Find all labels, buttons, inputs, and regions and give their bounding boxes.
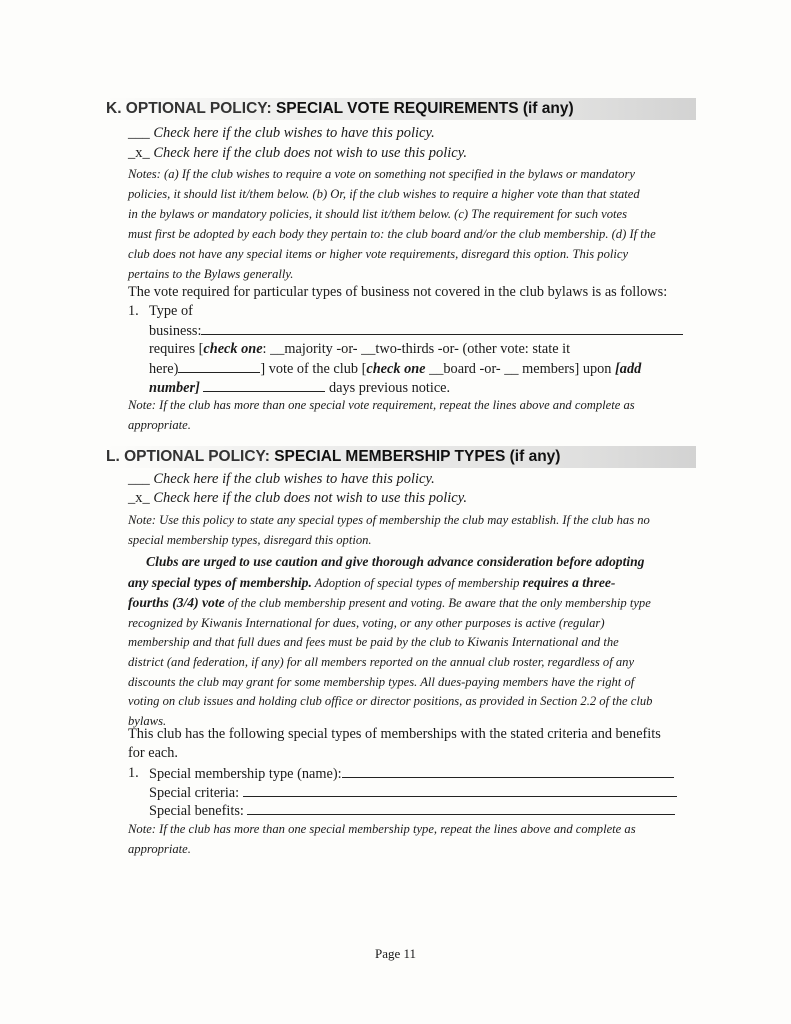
vote-row	[149, 359, 641, 379]
business-row	[149, 321, 683, 341]
section-k-option-no	[128, 143, 691, 163]
note-line: policies, it should list it/them below. (b) Or, if the club wishes to require a higher vote than that stated	[128, 187, 640, 201]
note-line: Note: If the club has more than one special membership type, repeat the lines above and complete as	[128, 822, 636, 836]
section-l-option-no	[128, 488, 691, 508]
caution-bold-text: any special types of membership.	[128, 574, 312, 590]
note-line: pertains to the Bylaws generally.	[128, 267, 294, 281]
section-l-intro	[128, 725, 698, 763]
caution-text: of the club membership present and voting. Be aware that the only membership type	[224, 596, 651, 611]
requires-text: requires [	[149, 341, 204, 357]
note-line: appropriate.	[128, 418, 191, 432]
check-one-text: check one	[203, 341, 263, 357]
caution-text: Adoption of special types of membership	[311, 575, 523, 590]
note-line: must first be adopted by each body they pertain to: the club board and/or the club membership. (d) If the	[128, 227, 656, 241]
caution-bold-text: Clubs are urged to use caution and give thorough advance consideration before adopting	[146, 554, 645, 569]
note-line: club does not have any special items or higher vote requirements, disregard this option. This policy	[128, 247, 629, 261]
business-label: business:	[149, 323, 202, 339]
membership-type-row	[149, 764, 674, 784]
section-l-prefix: L. OPTIONAL POLICY:	[106, 448, 270, 465]
business-field[interactable]	[201, 321, 683, 335]
option-text: Check here if the club does not wish to use this policy.	[153, 145, 467, 161]
note-line: appropriate.	[128, 842, 191, 856]
days-notice-text: days previous notice.	[329, 380, 451, 396]
option-mark: ___	[128, 125, 150, 141]
section-l-title: SPECIAL MEMBERSHIP TYPES (if any)	[274, 448, 561, 465]
section-k-intro: The vote required for particular types of business not covered in the club bylaws is as follows:	[128, 284, 668, 300]
option-text: Check here if the club wishes to have this policy.	[153, 125, 435, 141]
section-k-option-yes	[128, 123, 691, 143]
note-line: special membership types, disregard this option.	[128, 533, 372, 547]
caution-text: district (and federation, if any) for all members reported on the annual club roster, regardless of any	[128, 654, 635, 669]
note-line: Note: If the club has more than one special vote requirement, repeat the lines above and complete as	[128, 398, 635, 412]
section-k-item-number: 1.	[128, 303, 139, 319]
caution-bold-text: fourths (3/4) vote	[128, 595, 225, 611]
section-k-title: SPECIAL VOTE REQUIREMENTS (if any)	[275, 100, 574, 117]
section-k-heading	[106, 98, 696, 120]
section-k-prefix: K. OPTIONAL POLICY:	[106, 100, 272, 117]
criteria-row	[149, 783, 677, 803]
number-text: number]	[149, 380, 200, 396]
section-l-note	[128, 510, 696, 550]
requires-options-text: : __majority -or- __two-thirds -or- (other vote: state it	[262, 341, 571, 357]
section-l-option-yes	[128, 469, 691, 489]
criteria-field[interactable]	[243, 783, 677, 797]
other-vote-field[interactable]	[178, 359, 260, 373]
section-l-caution	[128, 552, 696, 731]
option-mark: _x_	[128, 145, 150, 161]
membership-type-label: Special membership type (name):	[149, 766, 342, 782]
section-l-heading	[106, 446, 696, 468]
option-mark: _x_	[128, 490, 150, 506]
days-field[interactable]	[203, 378, 325, 392]
here-text: here)	[149, 361, 179, 377]
note-line: Note: Use this policy to state any special types of membership the club may establish. If the club has no	[128, 513, 650, 527]
intro-line: for each.	[128, 745, 179, 761]
section-k-end-note	[128, 395, 696, 435]
vote-of-club-text: ] vote of the club [	[260, 361, 367, 377]
caution-bold-text: requires a three-	[522, 574, 616, 590]
benefits-row	[149, 801, 675, 821]
caution-text: bylaws.	[128, 713, 167, 728]
intro-line: This club has the following special types of memberships with the stated criteria and benefits	[128, 726, 661, 742]
add-text: [add	[615, 361, 642, 377]
option-text: Check here if the club does not wish to use this policy.	[153, 490, 467, 506]
caution-text: voting on club issues and holding club office or director positions, as provided in Section 2.2 of the club	[128, 694, 653, 709]
benefits-label: Special benefits:	[149, 803, 244, 819]
option-text: Check here if the club wishes to have this policy.	[153, 471, 435, 487]
note-line: in the bylaws or mandatory policies, it should list it/them below. (c) The requirement for such votes	[128, 207, 628, 221]
section-k-notes	[128, 164, 696, 284]
board-members-text: __board -or- __ members] upon	[425, 361, 616, 377]
check-one-text: check one	[366, 361, 426, 377]
page-number: Page 11	[374, 946, 417, 961]
type-of-label: Type of	[149, 303, 193, 319]
section-l-end-note	[128, 819, 696, 859]
caution-text: discounts the club may grant for some membership types. All dues-paying members have the right of	[128, 674, 635, 689]
caution-text: recognized by Kiwanis International for dues, voting, or any other purposes is active (regular)	[128, 615, 605, 630]
criteria-label: Special criteria:	[149, 785, 240, 801]
section-l-item-number: 1.	[128, 765, 139, 781]
benefits-field[interactable]	[247, 801, 675, 815]
note-line: Notes: (a) If the club wishes to require a vote on something not specified in the bylaws or mandatory	[128, 167, 635, 181]
caution-text: membership and that full dues and fees must be paid by the club to Kiwanis International and the	[128, 635, 619, 650]
requires-row	[149, 340, 570, 359]
membership-type-field[interactable]	[342, 764, 674, 778]
option-mark: ___	[128, 471, 150, 487]
